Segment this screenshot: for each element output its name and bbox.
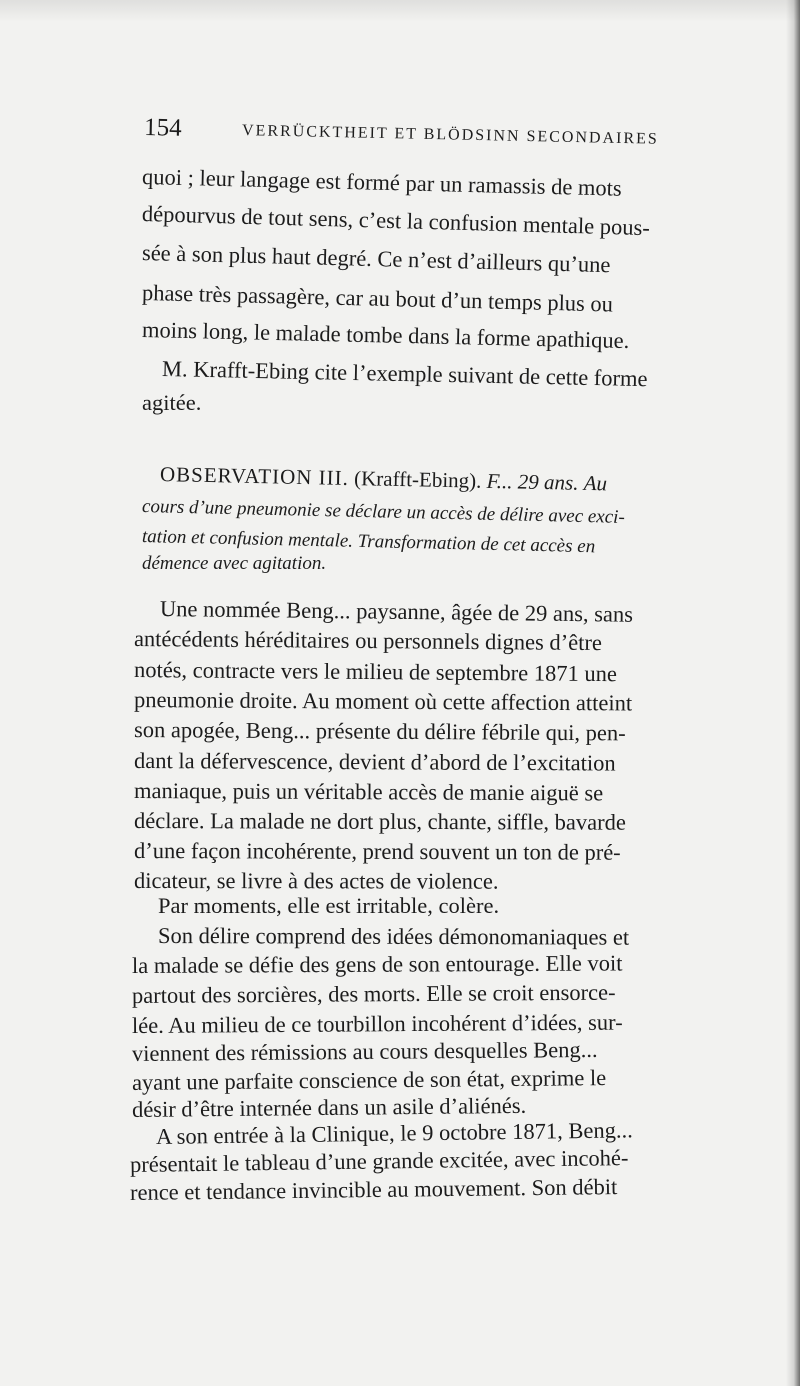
page-top-shadow [0, 0, 800, 22]
case-line-9: d’une façon incohérente, prend souvent un ton de pré- [133, 838, 621, 865]
page-number: 154 [143, 114, 182, 142]
case-line-5: son apogée, Beng... présente du délire fébrile qui, pen- [133, 717, 626, 746]
observation-summary-line-2: tation et confusion mentale. Transformation de cet accès en [141, 526, 596, 558]
case-line-8: déclare. La malade ne dort plus, chante, siffle, bavarde [133, 808, 626, 835]
intro-line-1: quoi ; leur langage est formé par un ramassis de mots [141, 164, 623, 201]
case-line-4: pneumonie droite. Au moment où cette affection atteint [133, 687, 633, 716]
page-binding-shadow [786, 0, 800, 1386]
case-line-6: dant la défervescence, devient d’abord de l’excitation [133, 748, 616, 776]
case-line-10: dicateur, se livre à des actes de violence. [133, 868, 499, 894]
case-line-17: ayant une parfaite conscience de son état, exprime le [131, 1065, 607, 1095]
case-line-15: lée. Au milieu de ce tourbillon incohérent d’idées, sur- [131, 1009, 623, 1038]
intro-line-4: phase très passagère, car au bout d’un temps plus ou [141, 280, 614, 317]
case-line-18: désir d’être internée dans un asile d’aliénés. [131, 1092, 527, 1122]
case-line-13: la malade se défie des gens de son entourage. Elle voit [131, 950, 623, 978]
observation-summary-start: Au [583, 470, 608, 496]
intro-line-6: M. Krafft-Ebing cite l’exemple suivant de cette forme [161, 356, 648, 392]
intro-line-2: dépourvus de tout sens, c’est la confusion mentale pous- [141, 201, 651, 241]
observation-summary-line-3: démence avec agitation. [142, 553, 327, 574]
running-head: VERRÜCKTHEIT ET BLÖDSINN SECONDAIRES [241, 122, 659, 148]
case-line-19: A son entrée à la Clinique, le 9 octobre 1871, Beng... [155, 1117, 633, 1149]
case-line-16: viennent des rémissions au cours desquelles Beng... [131, 1036, 598, 1066]
observation-patient: F... 29 ans. [486, 468, 579, 495]
observation-summary-line-1: cours d’une pneumonie se déclare un accès de délire avec exci- [141, 496, 626, 528]
case-line-21: rence et tendance invincible au mouvement. Son débit [129, 1174, 618, 1205]
case-line-3: notés, contracte vers le milieu de septembre 1871 une [133, 657, 618, 687]
intro-line-3: sée à son plus haut degré. Ce n’est d’ailleurs qu’une [141, 240, 611, 278]
case-line-2: antécédents héréditaires ou personnels dignes d’être [133, 626, 603, 656]
observation-source: (Krafft-Ebing). [353, 466, 482, 493]
observation-heading [160, 462, 608, 496]
case-line-14: partout des sorcières, des morts. Elle se croit ensorce- [131, 979, 616, 1008]
case-line-1: Une nommée Beng... paysanne, âgée de 29 ans, sans [159, 596, 634, 627]
observation-title: OBSERVATION III. [159, 462, 350, 490]
intro-line-5: moins long, le malade tombe dans la forme apathique. [141, 317, 630, 354]
intro-line-7: agitée. [142, 390, 202, 415]
case-line-11: Par moments, elle est irritable, colère. [158, 893, 500, 918]
case-line-20: présentait le tableau d’une grande excitée, avec incohé- [129, 1145, 629, 1177]
page-header [144, 114, 665, 165]
case-line-7: maniaque, puis un véritable accès de manie aiguë se [133, 778, 604, 806]
case-line-12: Son délire comprend des idées démonomaniaques et [157, 923, 630, 950]
